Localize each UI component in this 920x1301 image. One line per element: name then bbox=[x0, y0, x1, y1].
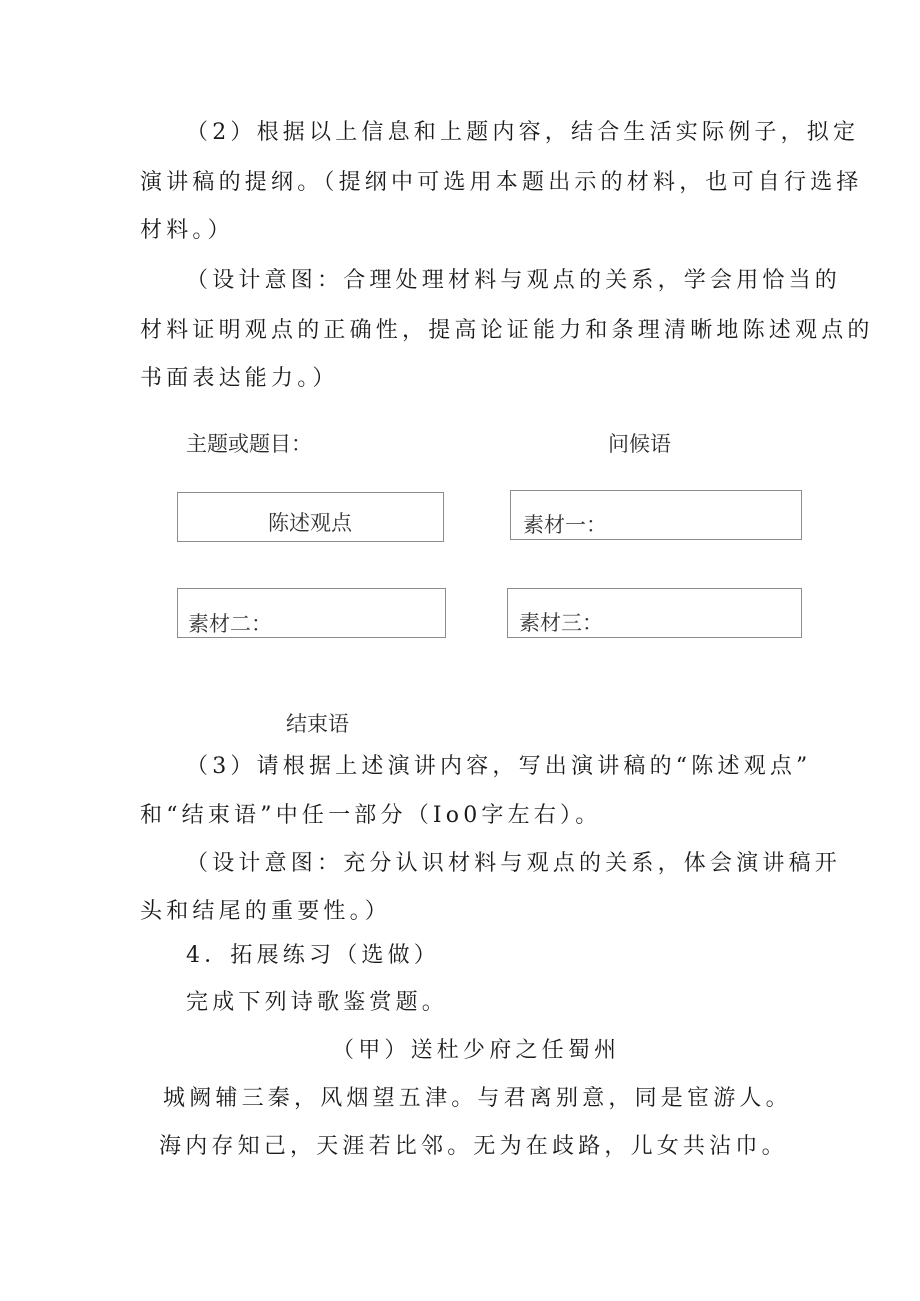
closing-label: 结束语 bbox=[286, 712, 349, 736]
poem-line-1: 城阙辅三秦，风烟望五津。与君离别意，同是宦游人。 bbox=[163, 1086, 792, 1111]
material-1-label: 素材一： bbox=[523, 513, 607, 537]
design1-line-2: 材料证明观点的正确性，提高论证能力和条理清晰地陈述观点的 bbox=[140, 318, 874, 343]
q3-line-2: 和“结束语”中任一部分（Io0字左右）。 bbox=[140, 803, 602, 828]
design1-line-1: （设计意图：合理处理材料与观点的关系，学会用恰当的 bbox=[186, 268, 842, 293]
poem-line-2: 海内存知己，天涯若比邻。无为在歧路，儿女共沾巾。 bbox=[159, 1134, 788, 1159]
q3-line-1: （3）请根据上述演讲内容，写出演讲稿的“陈述观点” bbox=[186, 754, 812, 779]
design2-line-2: 头和结尾的重要性。） bbox=[140, 899, 392, 924]
material-2-box bbox=[177, 588, 446, 638]
q4-instruction: 完成下列诗歌鉴赏题。 bbox=[186, 990, 449, 1015]
viewpoint-box bbox=[177, 492, 444, 542]
q2-line-3: 材料。） bbox=[140, 218, 234, 243]
viewpoint-box-label: 陈述观点 bbox=[268, 511, 352, 535]
design1-line-3: 书面表达能力。） bbox=[140, 366, 339, 391]
topic-label: 主题或题目： bbox=[186, 432, 312, 456]
material-1-box bbox=[510, 490, 802, 540]
material-3-label: 素材三： bbox=[519, 611, 603, 635]
material-3-box bbox=[507, 588, 802, 638]
poem-title: （甲）送杜少府之任蜀州 bbox=[332, 1038, 621, 1063]
material-2-label: 素材二： bbox=[188, 612, 272, 636]
q2-line-2: 演讲稿的提纲。（提纲中可选用本题出示的材料，也可自行选择 bbox=[140, 170, 863, 195]
greeting-label: 问候语 bbox=[608, 432, 671, 456]
design2-line-1: （设计意图：充分认识材料与观点的关系，体会演讲稿开 bbox=[186, 851, 842, 876]
q2-line-1: （2）根据以上信息和上题内容，结合生活实际例子，拟定 bbox=[186, 120, 860, 145]
q4-title: 4．拓展练习（选做） bbox=[186, 943, 440, 968]
